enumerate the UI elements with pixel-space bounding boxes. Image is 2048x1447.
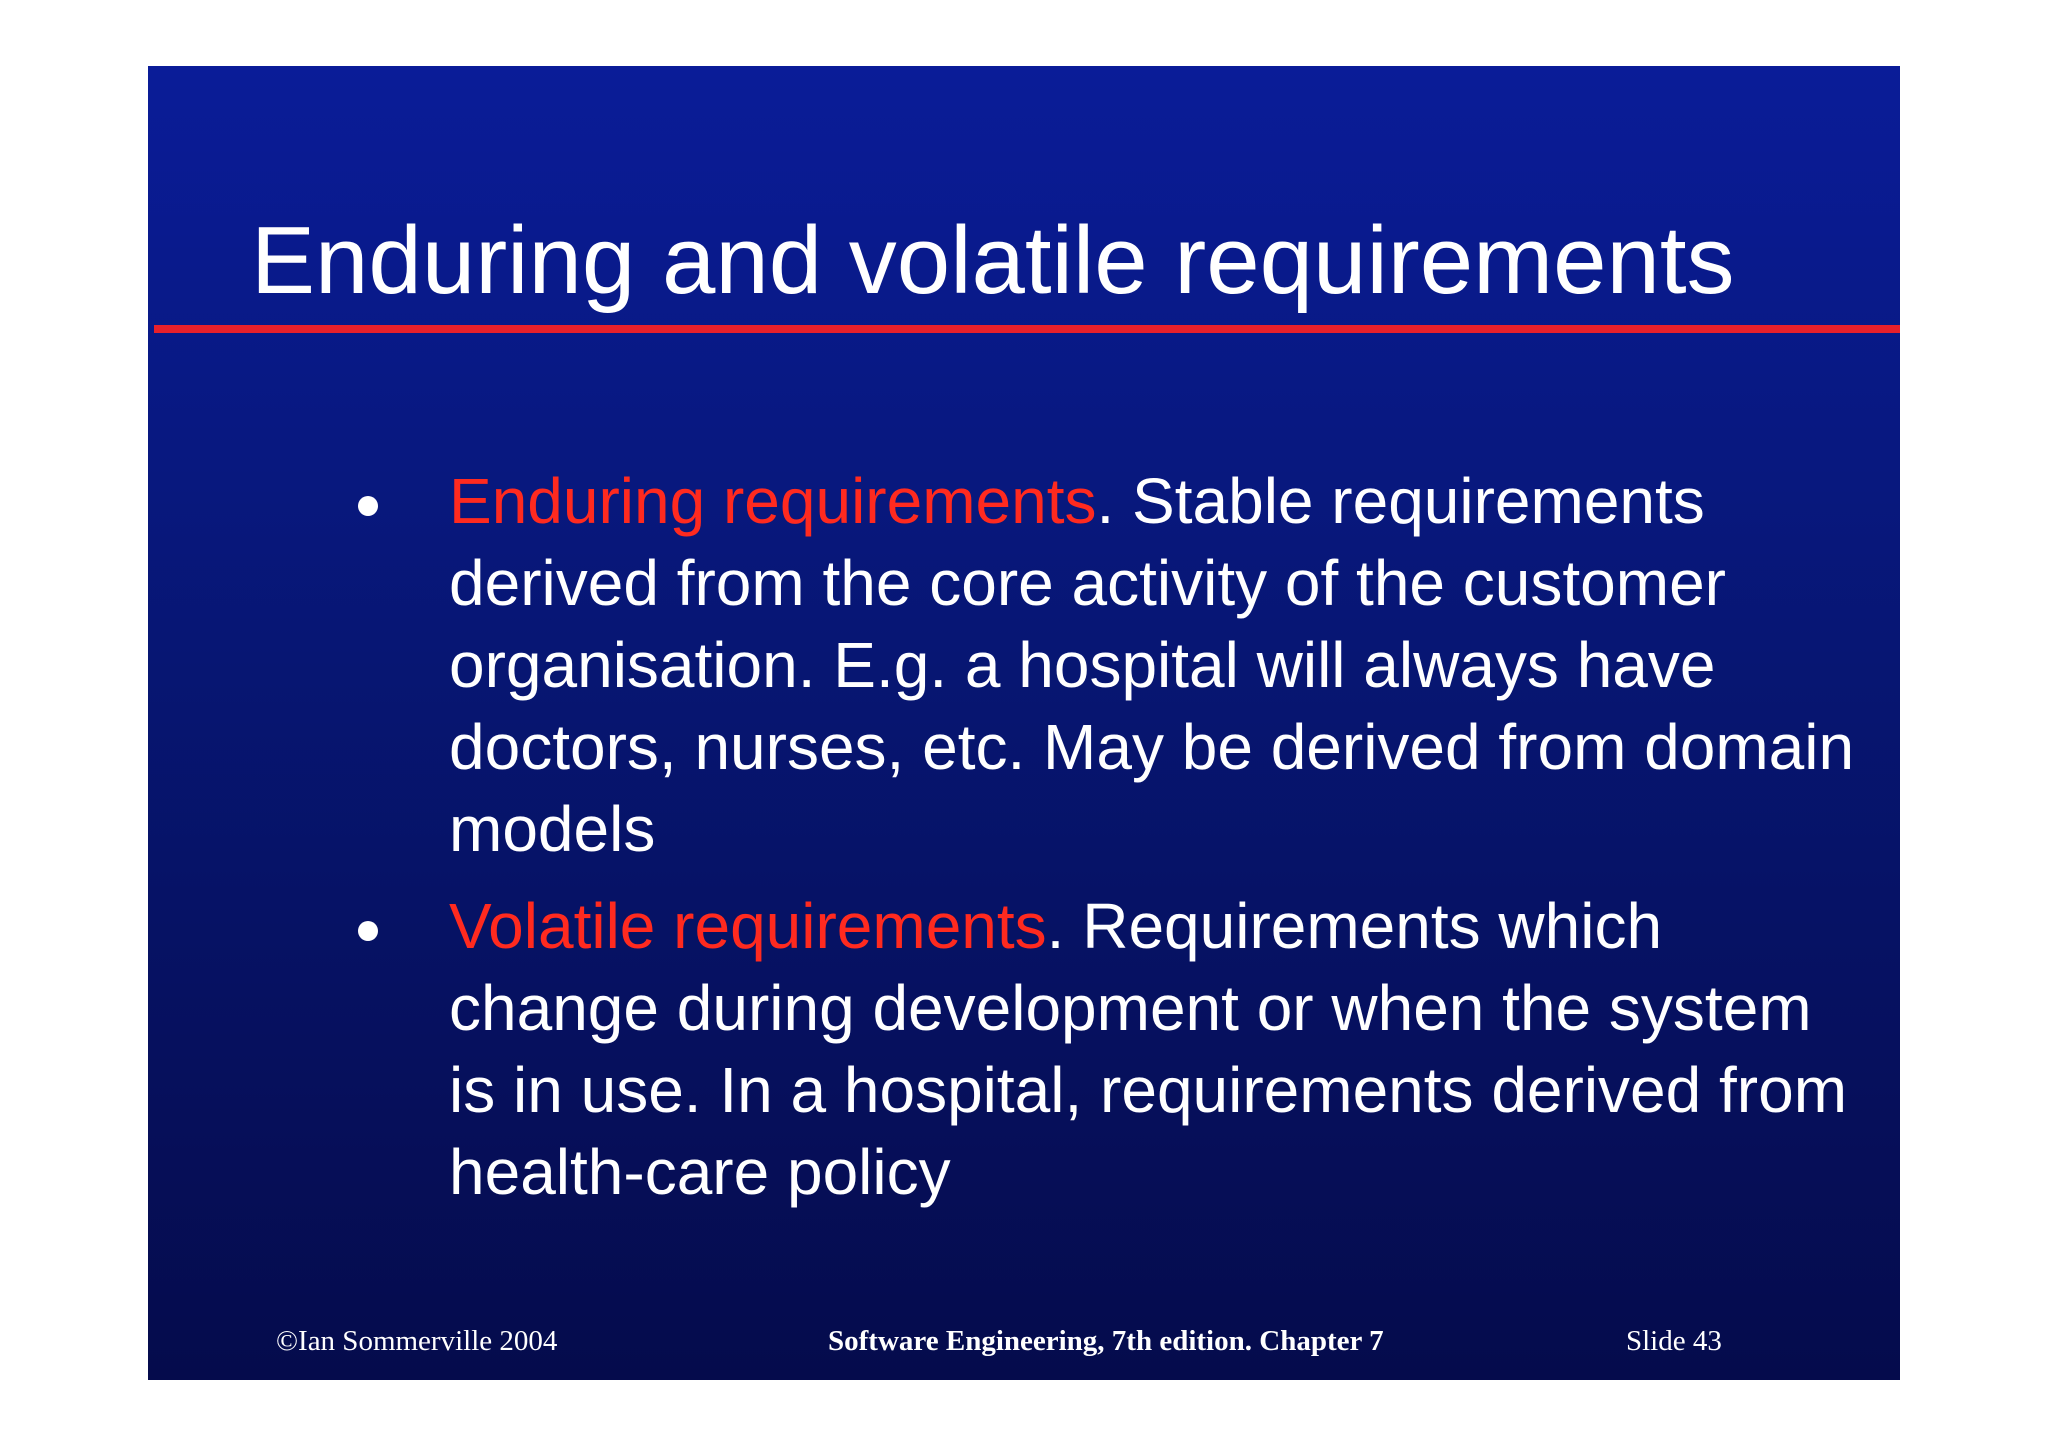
bullet-dot-icon bbox=[358, 921, 378, 941]
slide-title: Enduring and volatile requirements bbox=[251, 207, 1735, 314]
title-underline bbox=[154, 325, 1900, 333]
bullet-description: . Stable requirements derived from the core activity of the customer organisation. E.g. a hospital will always have doctors, nurses, etc. May be derived from domain models bbox=[449, 465, 1855, 865]
bullet-term: Enduring requirements bbox=[449, 465, 1097, 537]
bullet-text bbox=[449, 460, 1869, 870]
bullet-dot-icon bbox=[358, 496, 378, 516]
bullet-list bbox=[148, 460, 1900, 1228]
bullet-description: . Requirements which change during development or when the system is in use. In a hospital, requirements derived from health-care policy bbox=[449, 890, 1847, 1208]
footer-copyright: ©Ian Sommerville 2004 bbox=[276, 1325, 558, 1357]
slide bbox=[148, 66, 1900, 1380]
bullet-item-volatile bbox=[148, 885, 1900, 1215]
bullet-term: Volatile requirements bbox=[449, 890, 1047, 962]
bullet-text bbox=[449, 885, 1869, 1213]
bullet-item-enduring bbox=[148, 460, 1900, 872]
footer-book-title: Software Engineering, 7th edition. Chapter 7 bbox=[828, 1325, 1384, 1357]
footer-slide-number: Slide 43 bbox=[1626, 1325, 1722, 1357]
